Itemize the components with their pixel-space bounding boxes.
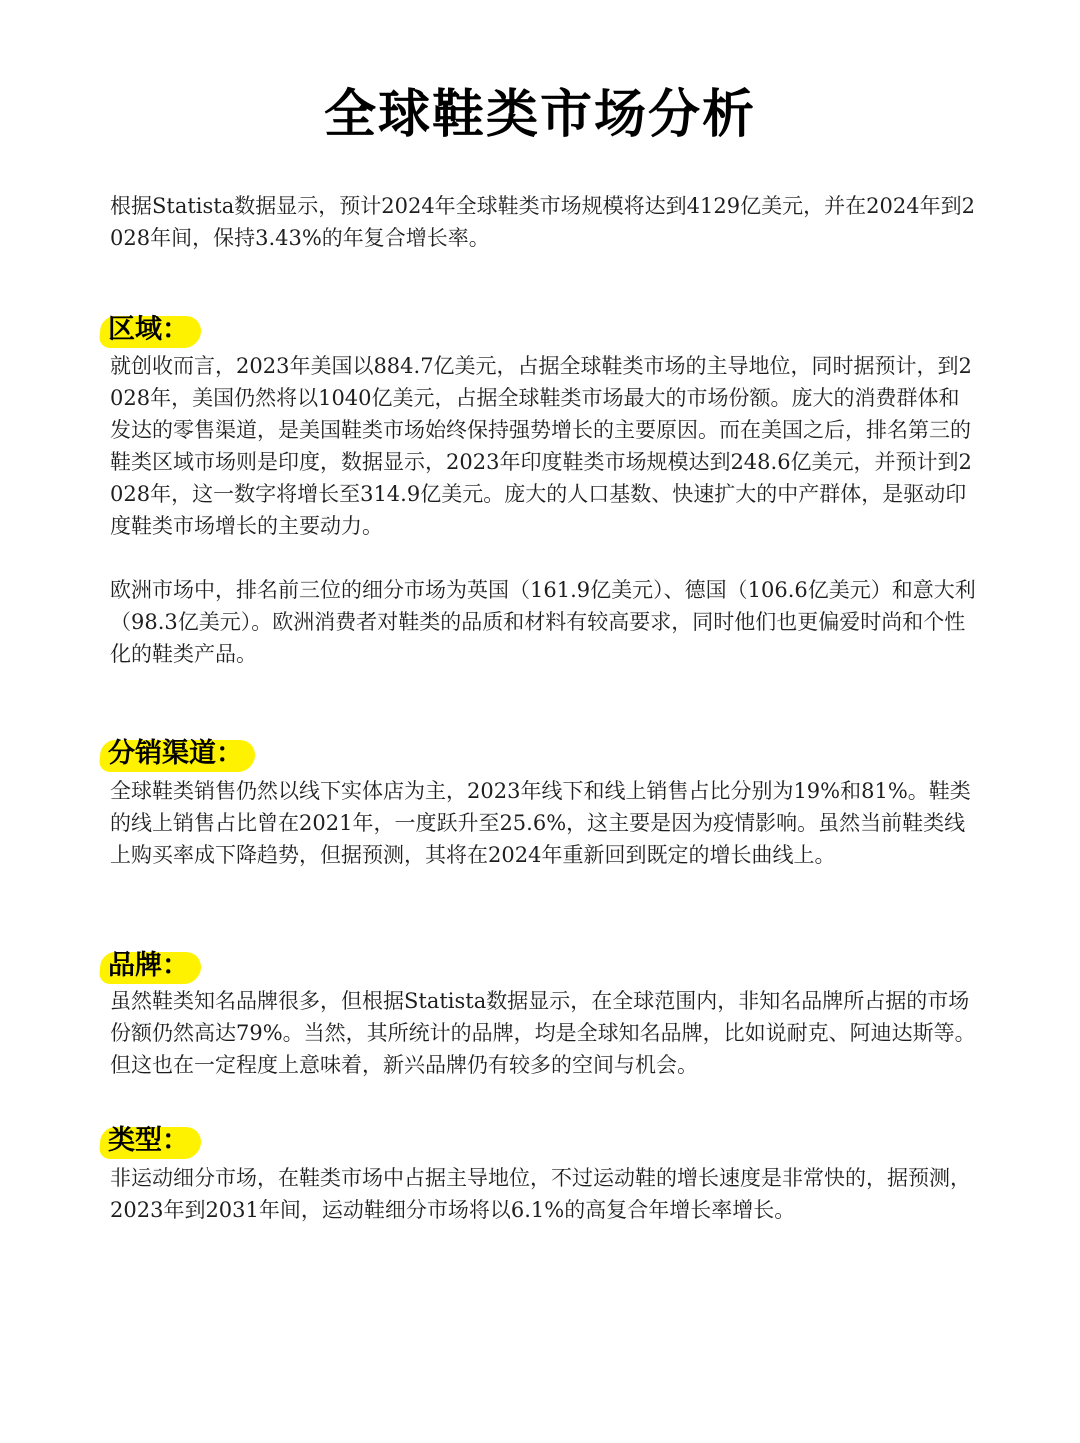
section-heading-brand	[100, 948, 201, 984]
heading-label-distribution: 分销渠道：	[108, 738, 243, 769]
heading-label-brand: 品牌：	[108, 950, 189, 981]
type-paragraph: 非运动细分市场，在鞋类市场中占据主导地位，不过运动鞋的增长速度是非常快的，据预测，2023年到2031年间，运动鞋细分市场将以6.1%的高复合年增长率增长。	[110, 1166, 971, 1222]
heading-label-type: 类型：	[108, 1125, 189, 1156]
region-paragraph-2: 欧洲市场中，排名前三位的细分市场为英国（161.9亿美元）、德国（106.6亿美元）和意大利（98.3亿美元）。欧洲消费者对鞋类的品质和材料有较高要求，同时他们也更偏爱时尚和个性化的鞋类产品。	[110, 578, 976, 666]
page-title: 全球鞋类市场分析	[323, 85, 756, 145]
region-paragraph-1: 就创收而言，2023年美国以884.7亿美元，占据全球鞋类市场的主导地位，同时据预计，到2028年，美国仍然将以1040亿美元，占据全球鞋类市场最大的市场份额。庞大的消费群体和发达的零售渠道，是美国鞋类市场始终保持强势增长的主要原因。而在美国之后，排名第三的鞋类区域市场则是印度，数据显示，2023年印度鞋类市场规模达到248.6亿美元，并预计到2028年，这一数字将增长至314.9亿美元。庞大的人口基数、快速扩大的中产群体，是驱动印度鞋类市场增长的主要动力。	[110, 354, 972, 538]
heading-label-region: 区域：	[108, 314, 189, 345]
distribution-paragraph: 全球鞋类销售仍然以线下实体店为主，2023年线下和线上销售占比分别为19%和81%。鞋类的线上销售占比曾在2021年，一度跃升至25.6%，这主要是因为疫情影响。虽然当前鞋类线上购买率成下降趋势，但据预测，其将在2024年重新回到既定的增长曲线上。	[110, 779, 971, 867]
section-heading-distribution	[100, 736, 255, 772]
intro-paragraph: 根据Statista数据显示，预计2024年全球鞋类市场规模将达到4129亿美元，并在2024年到2028年间，保持3.43%的年复合增长率。	[110, 194, 975, 250]
brand-paragraph: 虽然鞋类知名品牌很多，但根据Statista数据显示，在全球范围内，非知名品牌所占据的市场份额仍然高达79%。当然，其所统计的品牌，均是全球知名品牌，比如说耐克、阿迪达斯等。但这也在一定程度上意味着，新兴品牌仍有较多的空间与机会。	[110, 989, 976, 1077]
section-heading-region	[100, 312, 201, 348]
section-heading-type	[100, 1123, 201, 1159]
